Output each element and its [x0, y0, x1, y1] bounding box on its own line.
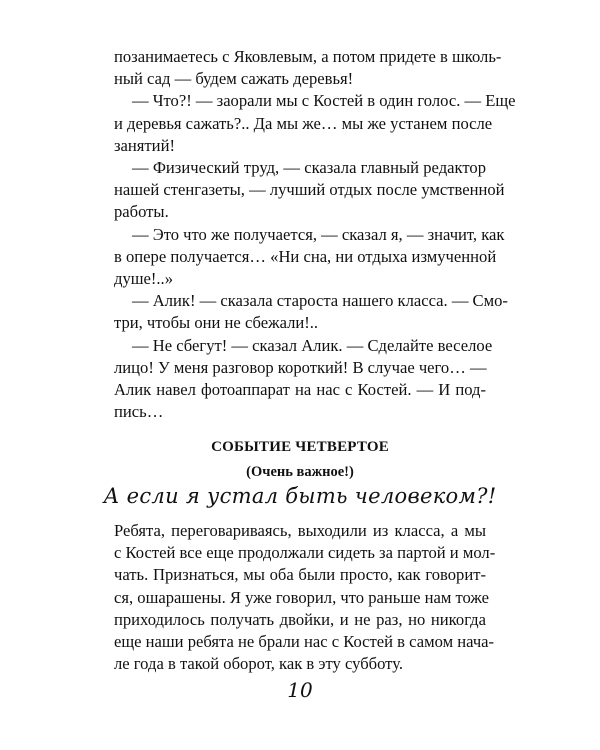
text-line: с Костей все еще продолжали сидеть за партой и мол-	[114, 543, 496, 563]
text-line: занятий!	[114, 135, 175, 155]
text-line: еще наши ребята не брали нас с Костей в самом нача-	[114, 632, 495, 652]
text-line: работы.	[114, 202, 169, 222]
text-line: — Это что же получается, — сказал я, — значит, как	[132, 224, 505, 244]
text-line: три, чтобы они не сбежали!..	[114, 313, 319, 333]
text-line: душе!..»	[114, 269, 174, 289]
text-line: пись…	[114, 402, 164, 422]
text-line: ный сад — будем сажать деревья!	[114, 69, 354, 89]
text-line: позанимаетесь с Яковлевым, а потом придете в школь-	[114, 47, 502, 66]
chapter-script-title: А если я устал быть человеком?!	[103, 484, 497, 508]
text-line: — Физический труд, — сказала главный редактор	[132, 158, 486, 178]
text-line: приходилось получать двойки, и не раз, но никогда	[114, 609, 486, 629]
narrative-text-block	[114, 520, 496, 675]
text-line: ле года в такой оборот, как в эту субботу.	[114, 654, 403, 674]
page-number: 10	[287, 678, 313, 702]
text-line: Алик навел фотоаппарат на нас с Костей. — И под-	[114, 380, 486, 400]
chapter-subtitle: (Очень важное!)	[246, 464, 354, 480]
text-line: — Не сбегут! — сказал Алик. — Сделайте веселое	[132, 335, 493, 355]
text-line: и деревья сажать?.. Да мы же… мы же устанем после	[114, 113, 493, 133]
text-line: в опере получается… «Ни сна, ни отдыха измученной	[114, 246, 497, 266]
text-line: — Что?! — заорали мы с Костей в один голос. — Еще	[132, 91, 516, 111]
text-line: нашей стенгазеты, — лучший отдых после умственной	[114, 180, 505, 200]
text-line: чать. Признаться, мы оба были просто, как говорит-	[114, 565, 486, 585]
chapter-title: СОБЫТИЕ ЧЕТВЕРТОЕ	[211, 439, 389, 455]
dialogue-text-block	[114, 46, 516, 423]
text-line: Ребята, переговариваясь, выходили из класса, а мы	[114, 521, 486, 540]
text-line: — Алик! — сказала староста нашего класса. — Смо-	[132, 291, 508, 311]
text-line: лицо! У меня разговор короткий! В случае чего… —	[114, 357, 487, 377]
text-line: ся, ошарашены. Я уже говорил, что раньше нам тоже	[114, 587, 490, 607]
